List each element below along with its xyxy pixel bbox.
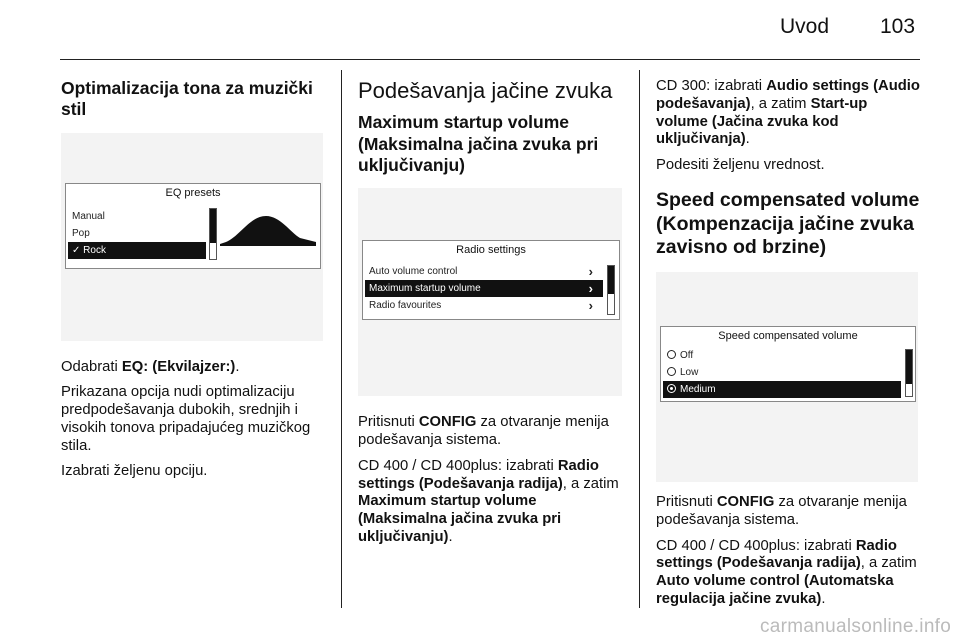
header-divider [60, 59, 920, 60]
para-cd400-auto-volume: CD 400 / CD 400plus: izabrati Radio settings (Podešavanja radija), a zatim Auto volume control (Automatska regulacija jačine zvuka). [656, 537, 917, 607]
radio-settings-screen-photo [358, 188, 622, 396]
speed-volume-screen-photo [656, 272, 918, 482]
chevron-right-icon: › [588, 298, 593, 314]
column-2 [358, 78, 626, 547]
radio-settings-screen [362, 240, 620, 320]
menu-item-max-startup[interactable]: Maximum startup volume › [365, 280, 603, 297]
menu-item-manual[interactable]: Manual [72, 210, 105, 222]
scrollbar[interactable] [905, 349, 913, 397]
para-eq-description: Prikazana opcija nudi optimalizaciju predpodešavanja dubokih, srednjih i visokih tonova pripadajućeg muzičkog stila. [61, 384, 311, 454]
screen-title: EQ presets [165, 186, 221, 199]
radio-button-icon [667, 367, 676, 376]
para-select-eq: Odabrati EQ: (Ekvilajzer:). [61, 358, 240, 375]
para-set-value: Podesiti željenu vrednost. [656, 157, 825, 173]
menu-item-radio-favourites[interactable]: Radio favourites › [369, 298, 593, 314]
menu-item-auto-volume[interactable]: Auto volume control › [369, 264, 593, 280]
watermark: carmanualsonline.info [760, 616, 952, 637]
section-heading-eq: Optimalizacija tona za muzički stil [61, 78, 313, 120]
column-1 [61, 78, 327, 481]
chevron-right-icon: › [588, 264, 593, 280]
page-number: 103 [880, 15, 916, 38]
section-title: Uvod [780, 15, 830, 38]
scrollbar[interactable] [209, 208, 217, 260]
para-cd300-instructions: CD 300: izabrati Audio settings (Audio podešavanja), a zatim Start-up volume (Jačina zvuka kod uključivanja). [656, 78, 920, 148]
menu-item-rock[interactable]: ✓ Rock [68, 242, 206, 259]
option-low[interactable]: Low [663, 364, 901, 381]
option-medium[interactable]: Medium [663, 381, 901, 398]
subheading-max-startup: Maximum startup volume (Maksimalna jačina zvuka pri uključivanju) [358, 112, 599, 176]
option-off[interactable]: Off [663, 347, 901, 364]
section-heading-volume: Podešavanja jačine zvuka [358, 78, 613, 103]
para-press-config-2: Pritisnuti CONFIG za otvaranje menija podešavanja sistema. [656, 494, 907, 528]
column-divider-1 [341, 70, 342, 608]
eq-curve-graphic [220, 206, 316, 246]
menu-item-pop[interactable]: Pop [72, 227, 90, 239]
scrollbar-thumb[interactable] [608, 266, 614, 294]
eq-presets-screen-photo [61, 133, 323, 341]
check-icon: ✓ [72, 244, 81, 256]
radio-selected-icon [667, 384, 676, 393]
chevron-right-icon: › [588, 281, 593, 297]
eq-presets-screen [65, 183, 321, 269]
column-3 [656, 78, 922, 609]
subheading-speed-compensated: Speed compensated volume (Kompenzacija jačine zvuka zavisno od brzine) [656, 188, 920, 259]
radio-button-icon [667, 350, 676, 359]
column-divider-2 [639, 70, 640, 608]
screen-title: Speed compensated volume [718, 330, 858, 343]
para-press-config: Pritisnuti CONFIG za otvaranje menija podešavanja sistema. [358, 414, 609, 449]
speed-volume-screen [660, 326, 916, 402]
screen-title: Radio settings [456, 244, 526, 257]
scrollbar-thumb[interactable] [210, 209, 216, 243]
para-cd400-instructions: CD 400 / CD 400plus: izabrati Radio settings (Podešavanja radija), a zatim Maximum startup volume (Maksimalna jačina zvuka pri uključivanju). [358, 457, 619, 545]
scrollbar[interactable] [607, 265, 615, 315]
para-choose-option: Izabrati željenu opciju. [61, 463, 208, 480]
scrollbar-thumb[interactable] [906, 350, 912, 384]
